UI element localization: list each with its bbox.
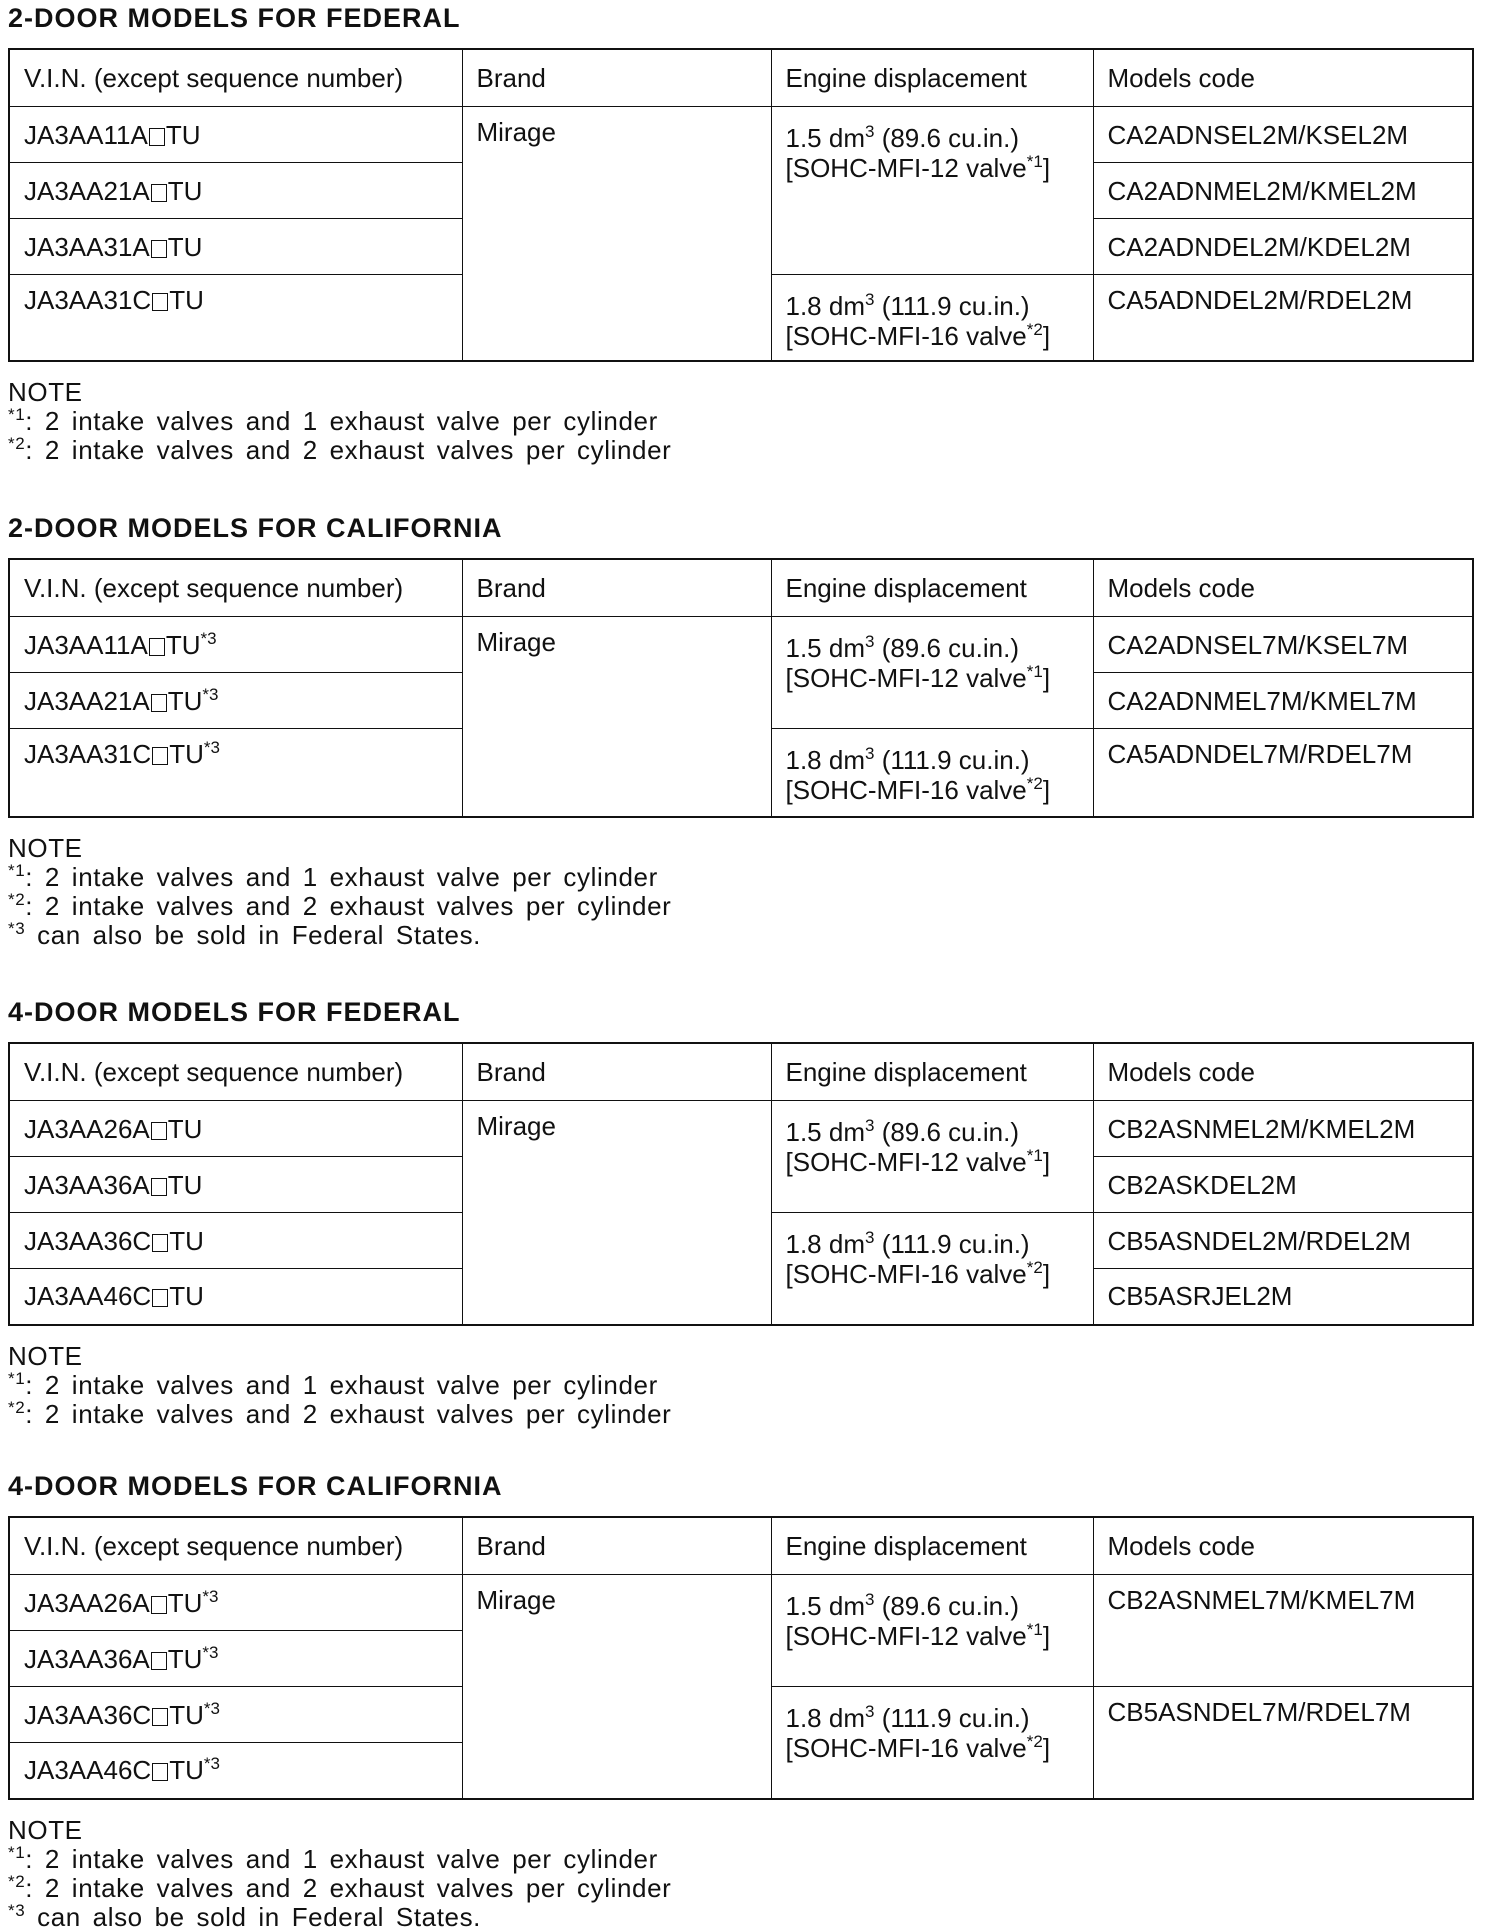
code-cell: CB5ASRJEL2M [1093, 1269, 1473, 1325]
brand-cell: Mirage [462, 617, 771, 817]
vin-cell: JA3AA31C TU$^{*3}$ [9, 729, 462, 817]
vin-cell: JA3AA31C TU [9, 275, 462, 361]
sequence-box-icon [152, 1289, 168, 1307]
section-2door-federal [8, 0, 1472, 465]
header-vin: V.I.N. (except sequence number) [9, 1517, 462, 1575]
engine-cell: 1.8 $dm^3$ (111.9 cu.in.) [SOHC-MFI-16 valve$^{*2}$] [771, 1687, 1093, 1799]
sequence-box-icon [151, 694, 167, 712]
header-engine: Engine displacement [771, 559, 1093, 617]
sequence-box-icon [151, 1178, 167, 1196]
engine-cell: 1.5 $dm^3$ (89.6 cu.in.) [SOHC-MFI-12 valve$^{*1}$] [771, 1101, 1093, 1213]
table-row [9, 107, 1473, 163]
vin-cell: JA3AA11A TU$^{*3}$ [9, 617, 462, 673]
table-header-row [9, 1043, 1473, 1101]
sequence-box-icon [152, 1234, 168, 1252]
notes-block [8, 1816, 1472, 1932]
header-brand: Brand [462, 49, 771, 107]
brand-cell: Mirage [462, 1575, 771, 1799]
section-title: 2-DOOR MODELS FOR CALIFORNIA [8, 513, 503, 543]
note-title: NOTE [8, 376, 83, 407]
code-cell: CA2ADNDEL2M/KDEL2M [1093, 219, 1473, 275]
section-4door-california [8, 1468, 1472, 1932]
code-cell: CA2ADNMEL7M/KMEL7M [1093, 673, 1473, 729]
vin-cell: JA3AA26A TU$^{*3}$ [9, 1575, 462, 1631]
note-line: $^{*2}$: 2 intake valves and 2 exhaust valves per cylinder [8, 433, 672, 465]
models-table [8, 558, 1474, 818]
code-cell: CA2ADNSEL2M/KSEL2M [1093, 107, 1473, 163]
table-row [9, 1575, 1473, 1631]
sequence-box-icon [149, 128, 165, 146]
note-line: $^{*1}$: 2 intake valves and 1 exhaust valve per cylinder [8, 1842, 658, 1874]
sequence-box-icon [149, 638, 165, 656]
models-table [8, 48, 1474, 362]
engine-cell: 1.8 $dm^3$ (111.9 cu.in.) [SOHC-MFI-16 valve$^{*2}$] [771, 1213, 1093, 1325]
header-vin: V.I.N. (except sequence number) [9, 559, 462, 617]
header-engine: Engine displacement [771, 1043, 1093, 1101]
header-code: Models code [1093, 1043, 1473, 1101]
header-vin: V.I.N. (except sequence number) [9, 49, 462, 107]
vin-cell: JA3AA21A TU$^{*3}$ [9, 673, 462, 729]
code-cell: CB2ASKDEL2M [1093, 1157, 1473, 1213]
sequence-box-icon [151, 1596, 167, 1614]
code-cell: CA2ADNSEL7M/KSEL7M [1093, 617, 1473, 673]
models-table [8, 1042, 1474, 1326]
code-cell: CA5ADNDEL2M/RDEL2M [1093, 275, 1473, 361]
note-line: $^{*3}$ can also be sold in Federal States. [8, 1900, 482, 1932]
sequence-box-icon [151, 1652, 167, 1670]
table-header-row [9, 1517, 1473, 1575]
vin-cell: JA3AA36A TU [9, 1157, 462, 1213]
header-code: Models code [1093, 1517, 1473, 1575]
note-line: $^{*1}$: 2 intake valves and 1 exhaust valve per cylinder [8, 860, 658, 892]
header-engine: Engine displacement [771, 49, 1093, 107]
sequence-box-icon [151, 1122, 167, 1140]
vin-cell: JA3AA36A TU$^{*3}$ [9, 1631, 462, 1687]
note-line: $^{*2}$: 2 intake valves and 2 exhaust valves per cylinder [8, 1871, 672, 1903]
brand-cell: Mirage [462, 107, 771, 361]
vin-cell: JA3AA36C TU$^{*3}$ [9, 1687, 462, 1743]
code-cell: CB2ASNMEL7M/KMEL7M [1093, 1575, 1473, 1687]
note-title: NOTE [8, 1814, 83, 1845]
note-line: $^{*2}$: 2 intake valves and 2 exhaust valves per cylinder [8, 889, 672, 921]
section-4door-federal [8, 994, 1472, 1429]
header-code: Models code [1093, 49, 1473, 107]
header-code: Models code [1093, 559, 1473, 617]
sequence-box-icon [152, 1708, 168, 1726]
notes-block [8, 834, 1472, 950]
vin-cell: JA3AA11A TU [9, 107, 462, 163]
header-brand: Brand [462, 1517, 771, 1575]
note-line: $^{*1}$: 2 intake valves and 1 exhaust valve per cylinder [8, 1368, 658, 1400]
header-vin: V.I.N. (except sequence number) [9, 1043, 462, 1101]
code-cell: CB5ASNDEL2M/RDEL2M [1093, 1213, 1473, 1269]
vin-cell: JA3AA31A TU [9, 219, 462, 275]
engine-cell: 1.5 $dm^3$ (89.6 cu.in.) [SOHC-MFI-12 valve$^{*1}$] [771, 107, 1093, 275]
brand-cell: Mirage [462, 1101, 771, 1325]
table-header-row [9, 559, 1473, 617]
sequence-box-icon [152, 293, 168, 311]
sequence-box-icon [152, 1763, 168, 1781]
vin-cell: JA3AA46C TU$^{*3}$ [9, 1743, 462, 1799]
engine-cell: 1.8 $dm^3$ (111.9 cu.in.) [SOHC-MFI-16 valve$^{*2}$] [771, 275, 1093, 361]
note-line: $^{*2}$: 2 intake valves and 2 exhaust valves per cylinder [8, 1397, 672, 1429]
notes-block [8, 1342, 1472, 1429]
header-brand: Brand [462, 559, 771, 617]
engine-cell: 1.5 $dm^3$ (89.6 cu.in.) [SOHC-MFI-12 valve$^{*1}$] [771, 617, 1093, 729]
code-cell: CA5ADNDEL7M/RDEL7M [1093, 729, 1473, 817]
vin-cell: JA3AA36C TU [9, 1213, 462, 1269]
table-header-row [9, 49, 1473, 107]
note-title: NOTE [8, 1340, 83, 1371]
notes-block [8, 378, 1472, 465]
section-2door-california [8, 510, 1472, 950]
models-table [8, 1516, 1474, 1800]
header-brand: Brand [462, 1043, 771, 1101]
code-cell: CA2ADNMEL2M/KMEL2M [1093, 163, 1473, 219]
section-title: 2-DOOR MODELS FOR FEDERAL [8, 3, 461, 33]
code-cell: CB2ASNMEL2M/KMEL2M [1093, 1101, 1473, 1157]
note-title: NOTE [8, 832, 83, 863]
section-title: 4-DOOR MODELS FOR FEDERAL [8, 997, 461, 1027]
note-line: $^{*1}$: 2 intake valves and 1 exhaust valve per cylinder [8, 404, 658, 436]
sequence-box-icon [151, 184, 167, 202]
code-cell: CB5ASNDEL7M/RDEL7M [1093, 1687, 1473, 1799]
table-row [9, 617, 1473, 673]
vin-cell: JA3AA26A TU [9, 1101, 462, 1157]
engine-cell: 1.5 $dm^3$ (89.6 cu.in.) [SOHC-MFI-12 valve$^{*1}$] [771, 1575, 1093, 1687]
vin-cell: JA3AA21A TU [9, 163, 462, 219]
sequence-box-icon [152, 747, 168, 765]
engine-cell: 1.8 $dm^3$ (111.9 cu.in.) [SOHC-MFI-16 valve$^{*2}$] [771, 729, 1093, 817]
vin-cell: JA3AA46C TU [9, 1269, 462, 1325]
sequence-box-icon [151, 240, 167, 258]
header-engine: Engine displacement [771, 1517, 1093, 1575]
table-row [9, 1101, 1473, 1157]
section-title: 4-DOOR MODELS FOR CALIFORNIA [8, 1471, 503, 1501]
note-line: $^{*3}$ can also be sold in Federal States. [8, 918, 482, 950]
